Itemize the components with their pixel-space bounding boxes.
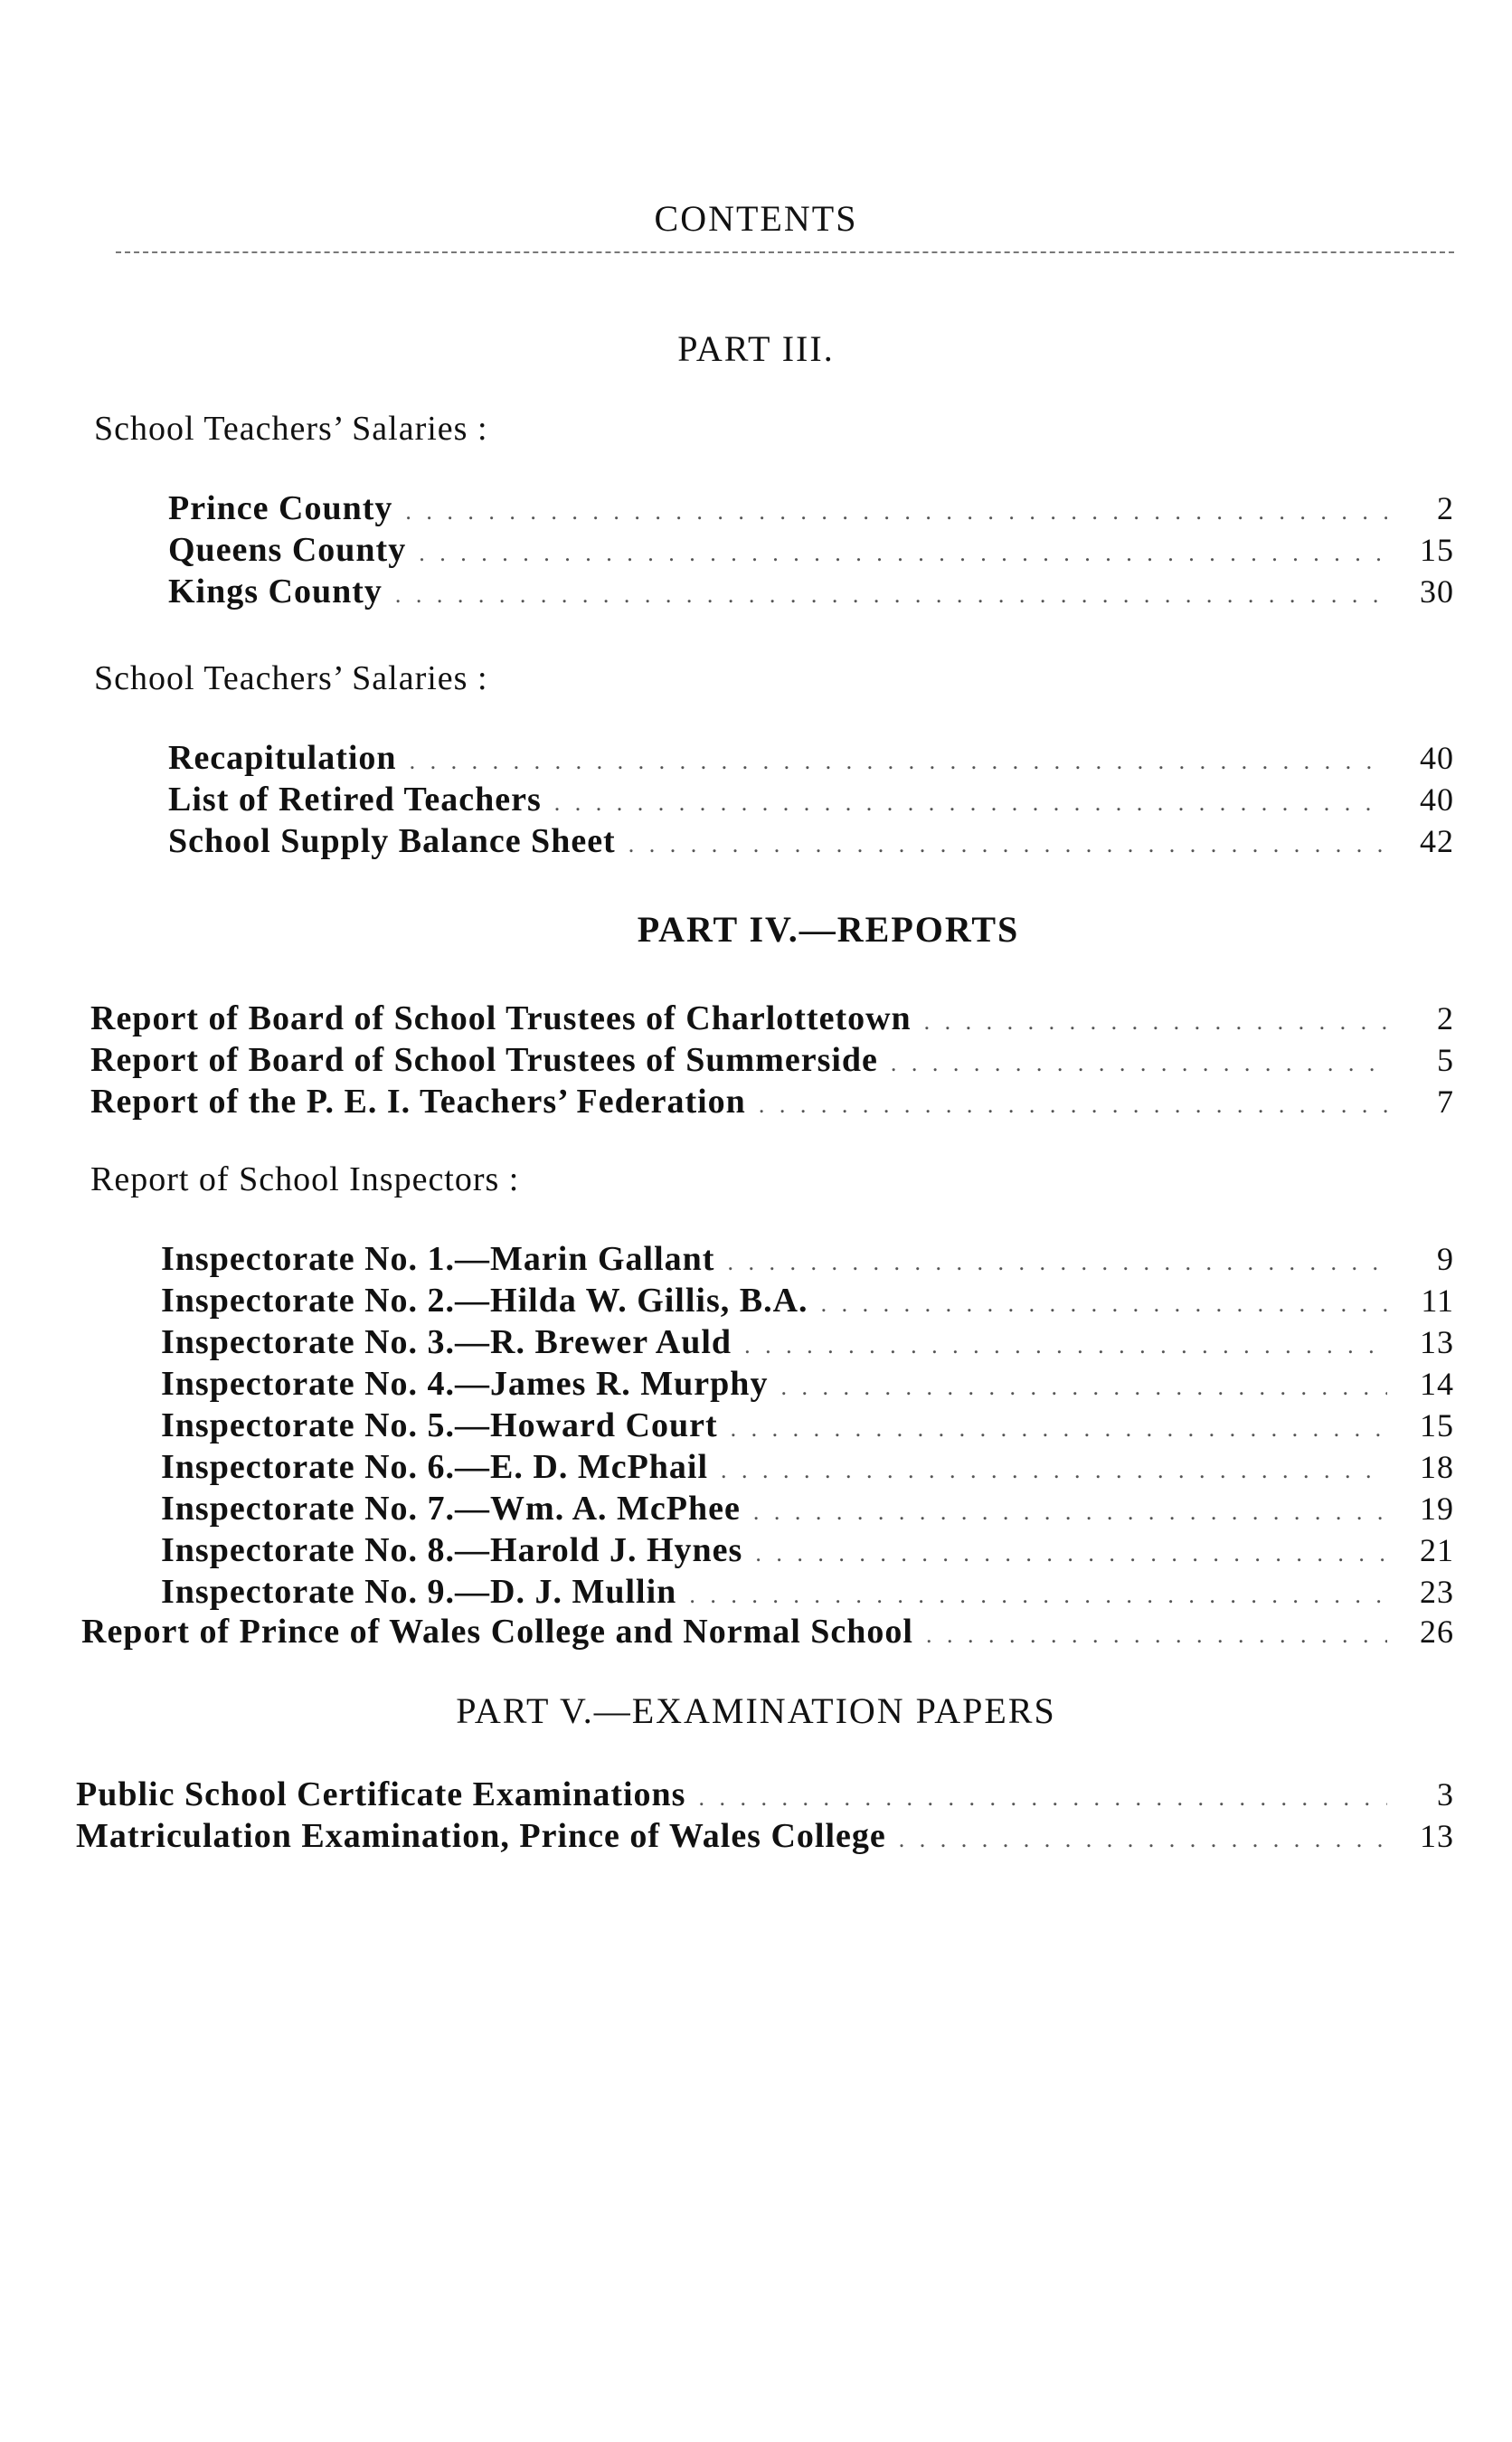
toc-entry-label: Inspectorate No. 6.—E. D. McPhail bbox=[161, 1448, 709, 1486]
dot-leader bbox=[753, 1499, 1387, 1526]
toc-page-number: 40 bbox=[1420, 781, 1454, 818]
toc-page-number: 15 bbox=[1420, 1407, 1454, 1443]
toc-entry[interactable] bbox=[161, 1406, 1454, 1447]
toc-entry-label: Inspectorate No. 5.—Howard Court bbox=[161, 1406, 718, 1444]
toc-entry[interactable] bbox=[81, 1612, 1454, 1653]
toc-entry[interactable] bbox=[76, 1775, 1454, 1816]
toc-entry[interactable] bbox=[161, 1239, 1454, 1281]
toc-entry-label: Queens County bbox=[168, 531, 407, 569]
toc-entry[interactable] bbox=[161, 1364, 1454, 1406]
toc-entry[interactable] bbox=[90, 1082, 1454, 1123]
section-label-salaries: School Teachers’ Salaries : bbox=[94, 659, 488, 697]
toc-entry[interactable] bbox=[168, 530, 1454, 572]
toc-entry-label: Prince County bbox=[168, 489, 393, 527]
toc-entry-label: Inspectorate No. 8.—Harold J. Hynes bbox=[161, 1531, 743, 1569]
toc-page-number: 15 bbox=[1420, 532, 1454, 568]
toc-entry-label: School Supply Balance Sheet bbox=[168, 822, 616, 860]
toc-entry[interactable] bbox=[168, 780, 1454, 821]
toc-entry[interactable] bbox=[168, 488, 1454, 530]
dot-leader bbox=[731, 1415, 1387, 1443]
toc-entry[interactable] bbox=[168, 821, 1454, 863]
toc-entry-label: Report of Board of School Trustees of Charlottetown bbox=[90, 999, 912, 1037]
toc-entry-label: Inspectorate No. 1.—Marin Gallant bbox=[161, 1240, 715, 1278]
dot-leader bbox=[744, 1332, 1387, 1359]
toc-page-number: 19 bbox=[1420, 1491, 1454, 1527]
dot-leader bbox=[755, 1540, 1387, 1567]
toc-entry-label: Kings County bbox=[168, 573, 383, 610]
toc-entry[interactable] bbox=[90, 999, 1454, 1040]
part-5-heading: PART V.—EXAMINATION PAPERS bbox=[456, 1690, 1056, 1731]
toc-page-number: 11 bbox=[1421, 1283, 1454, 1319]
toc-entry[interactable] bbox=[161, 1489, 1454, 1530]
dot-leader bbox=[727, 1249, 1387, 1276]
toc-entry-label: Inspectorate No. 4.—James R. Murphy bbox=[161, 1365, 769, 1403]
toc-page-number: 18 bbox=[1420, 1449, 1454, 1485]
toc-page-number: 21 bbox=[1420, 1532, 1454, 1568]
toc-page-number: 26 bbox=[1420, 1614, 1454, 1650]
dot-leader bbox=[821, 1291, 1387, 1318]
dot-leader bbox=[924, 1008, 1387, 1036]
toc-entry-label: Recapitulation bbox=[168, 739, 397, 777]
toc-page-number: 5 bbox=[1437, 1042, 1454, 1078]
dot-leader bbox=[780, 1374, 1387, 1401]
toc-page-number: 2 bbox=[1437, 490, 1454, 526]
toc-entry[interactable] bbox=[76, 1816, 1454, 1858]
toc-entry[interactable] bbox=[90, 1040, 1454, 1082]
dot-leader bbox=[891, 1050, 1387, 1077]
title-divider bbox=[116, 251, 1454, 253]
section-label-salaries: School Teachers’ Salaries : bbox=[94, 410, 488, 448]
part-3-heading: PART III. bbox=[677, 328, 835, 369]
dot-leader bbox=[419, 540, 1387, 567]
toc-page-number: 30 bbox=[1420, 573, 1454, 610]
dot-leader bbox=[721, 1457, 1387, 1484]
section-label-inspectors: Report of School Inspectors : bbox=[90, 1160, 520, 1198]
toc-page-number: 2 bbox=[1437, 1000, 1454, 1036]
toc-entry-label: List of Retired Teachers bbox=[168, 781, 542, 819]
toc-page-number: 13 bbox=[1420, 1324, 1454, 1360]
toc-entry[interactable] bbox=[161, 1281, 1454, 1322]
dot-leader bbox=[899, 1826, 1387, 1853]
toc-entry[interactable] bbox=[161, 1572, 1454, 1614]
dot-leader bbox=[405, 498, 1387, 525]
dot-leader bbox=[759, 1092, 1387, 1119]
toc-entry[interactable] bbox=[161, 1322, 1454, 1364]
toc-entry[interactable] bbox=[168, 738, 1454, 780]
toc-page-number: 14 bbox=[1420, 1366, 1454, 1402]
toc-entry-label: Inspectorate No. 9.—D. J. Mullin bbox=[161, 1573, 677, 1611]
toc-entry-label: Matriculation Examination, Prince of Wales College bbox=[76, 1817, 886, 1855]
toc-page-number: 7 bbox=[1437, 1084, 1454, 1120]
toc-entry-label: Report of Prince of Wales College and Normal School bbox=[81, 1613, 913, 1651]
dot-leader bbox=[689, 1582, 1387, 1609]
toc-entry-label: Report of the P. E. I. Teachers’ Federation bbox=[90, 1083, 746, 1121]
toc-page-number: 9 bbox=[1437, 1241, 1454, 1277]
toc-entry[interactable] bbox=[161, 1447, 1454, 1489]
toc-page-number: 3 bbox=[1437, 1776, 1454, 1813]
toc-page-number: 23 bbox=[1420, 1574, 1454, 1610]
toc-entry-label: Report of Board of School Trustees of Summerside bbox=[90, 1041, 878, 1079]
part-4-heading: PART IV.—REPORTS bbox=[637, 909, 1020, 950]
toc-entry[interactable] bbox=[161, 1530, 1454, 1572]
toc-entry[interactable] bbox=[168, 572, 1454, 613]
dot-leader bbox=[554, 790, 1387, 817]
toc-page-number: 13 bbox=[1420, 1818, 1454, 1854]
dot-leader bbox=[395, 582, 1387, 609]
dot-leader bbox=[628, 831, 1387, 858]
toc-entry-label: Inspectorate No. 2.—Hilda W. Gillis, B.A. bbox=[161, 1282, 808, 1320]
toc-page-number: 42 bbox=[1420, 823, 1454, 859]
dot-leader bbox=[698, 1784, 1387, 1812]
dot-leader bbox=[410, 748, 1387, 775]
toc-page-number: 40 bbox=[1420, 740, 1454, 776]
toc-entry-label: Inspectorate No. 7.—Wm. A. McPhee bbox=[161, 1490, 741, 1528]
dot-leader bbox=[926, 1622, 1387, 1649]
toc-entry-label: Public School Certificate Examinations bbox=[76, 1775, 686, 1813]
page-title: CONTENTS bbox=[654, 198, 858, 239]
toc-entry-label: Inspectorate No. 3.—R. Brewer Auld bbox=[161, 1323, 732, 1361]
